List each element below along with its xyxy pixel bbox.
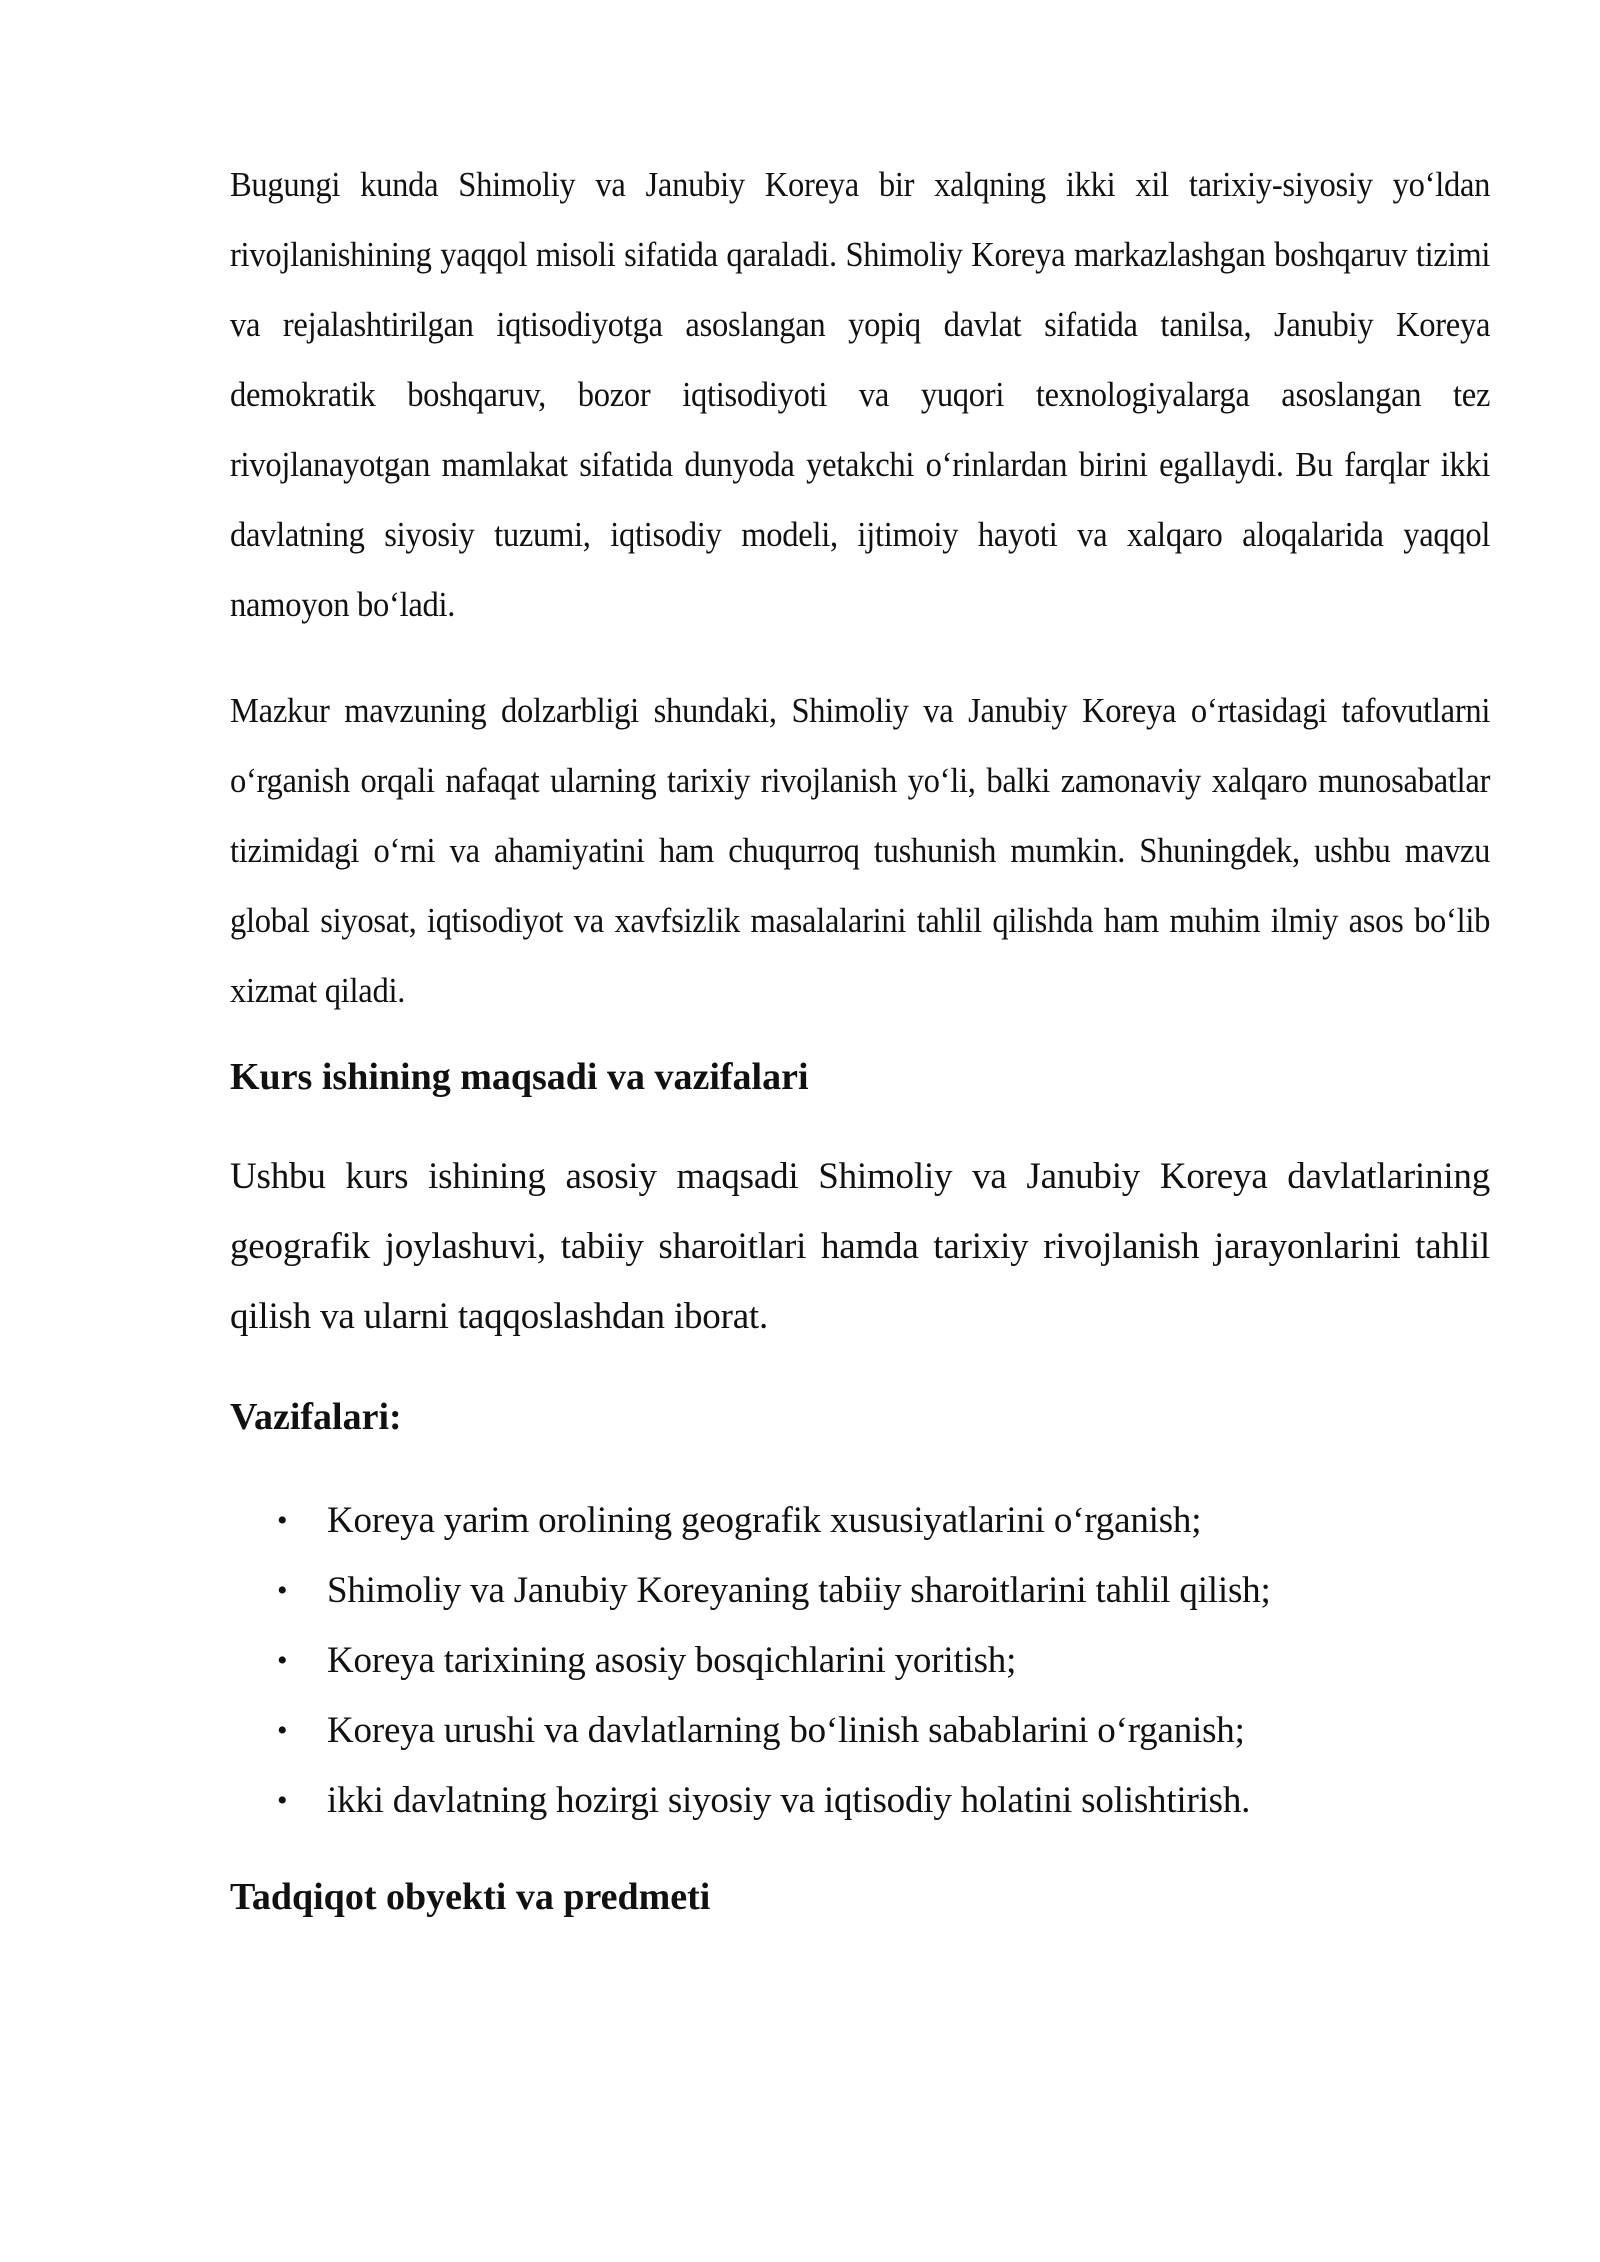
- list-item: [230, 1556, 1490, 1626]
- bullet-icon: •: [277, 1644, 288, 1677]
- list-item-text: ikki davlatning hozirgi siyosiy va iqtisodiy holatini solishtirish.: [327, 1780, 1251, 1821]
- goal-paragraph: Ushbu kurs ishining asosiy maqsadi Shimoliy va Janubiy Koreya davlatlarining geografik joylashuvi, tabiiy sharoitlari hamda tarixiy rivojlanish jarayonlarini tahlil qilish va ularni taqqoslashdan iborat.: [230, 1156, 1490, 1337]
- tasks-heading: Vazifalari:: [230, 1396, 402, 1438]
- bullet-icon: •: [277, 1784, 288, 1817]
- list-item: [230, 1486, 1490, 1556]
- list-item-text: Koreya urushi va davlatlarning bo‘linish sabablarini o‘rganish;: [327, 1710, 1245, 1751]
- list-item-text: Koreya tarixining asosiy bosqichlarini yoritish;: [327, 1640, 1017, 1681]
- bullet-icon: •: [277, 1574, 288, 1607]
- bullet-icon: •: [277, 1504, 288, 1537]
- list-item-text: Shimoliy va Janubiy Koreyaning tabiiy sharoitlarini tahlil qilish;: [327, 1570, 1271, 1611]
- relevance-paragraph: Mazkur mavzuning dolzarbligi shundaki, Shimoliy va Janubiy Koreya o‘rtasidagi tafovutlarni o‘rganish orqali nafaqat ularning tarixiy rivojlanish yo‘li, balki zamonaviy xalqaro munosabatlar tizimidagi o‘rni va ahamiyatini ham chuqurroq tushunish mumkin. Shuningdek, ushbu mavzu global siyosat, iqtisodiyot va xavfsizlik masalalarini tahlil qilishda ham muhim ilmiy asos bo‘lib xizmat qiladi.: [230, 691, 1491, 1010]
- document-page: [230, 150, 1490, 1922]
- goal-heading: Kurs ishining maqsadi va vazifalari: [230, 1056, 809, 1098]
- list-item-text: Koreya yarim orolining geografik xususiyatlarini o‘rganish;: [327, 1500, 1202, 1541]
- object-heading: Tadqiqot obyekti va predmeti: [230, 1876, 711, 1918]
- list-item: [230, 1766, 1490, 1836]
- list-item: [230, 1696, 1490, 1766]
- list-item: [230, 1626, 1490, 1696]
- bullet-icon: •: [277, 1714, 288, 1747]
- intro-paragraph: Bugungi kunda Shimoliy va Janubiy Koreya bir xalqning ikki xil tarixiy-siyosiy yo‘ldan rivojlanishining yaqqol misoli sifatida qaraladi. Shimoliy Koreya markazlashgan boshqaruv tizimi va rejalashtirilgan iqtisodiyotga asoslangan yopiq davlat sifatida tanilsa, Janubiy Koreya demokratik boshqaruv, bozor iqtisodiyoti va yuqori texnologiyalarga asoslangan tez rivojlanayotgan mamlakat sifatida dunyoda yetakchi o‘rinlardan birini egallaydi. Bu farqlar ikki davlatning siyosiy tuzumi, iqtisodiy modeli, ijtimoiy hayoti va xalqaro aloqalarida yaqqol namoyon bo‘ladi.: [230, 165, 1491, 624]
- tasks-list: [230, 1486, 1490, 1836]
